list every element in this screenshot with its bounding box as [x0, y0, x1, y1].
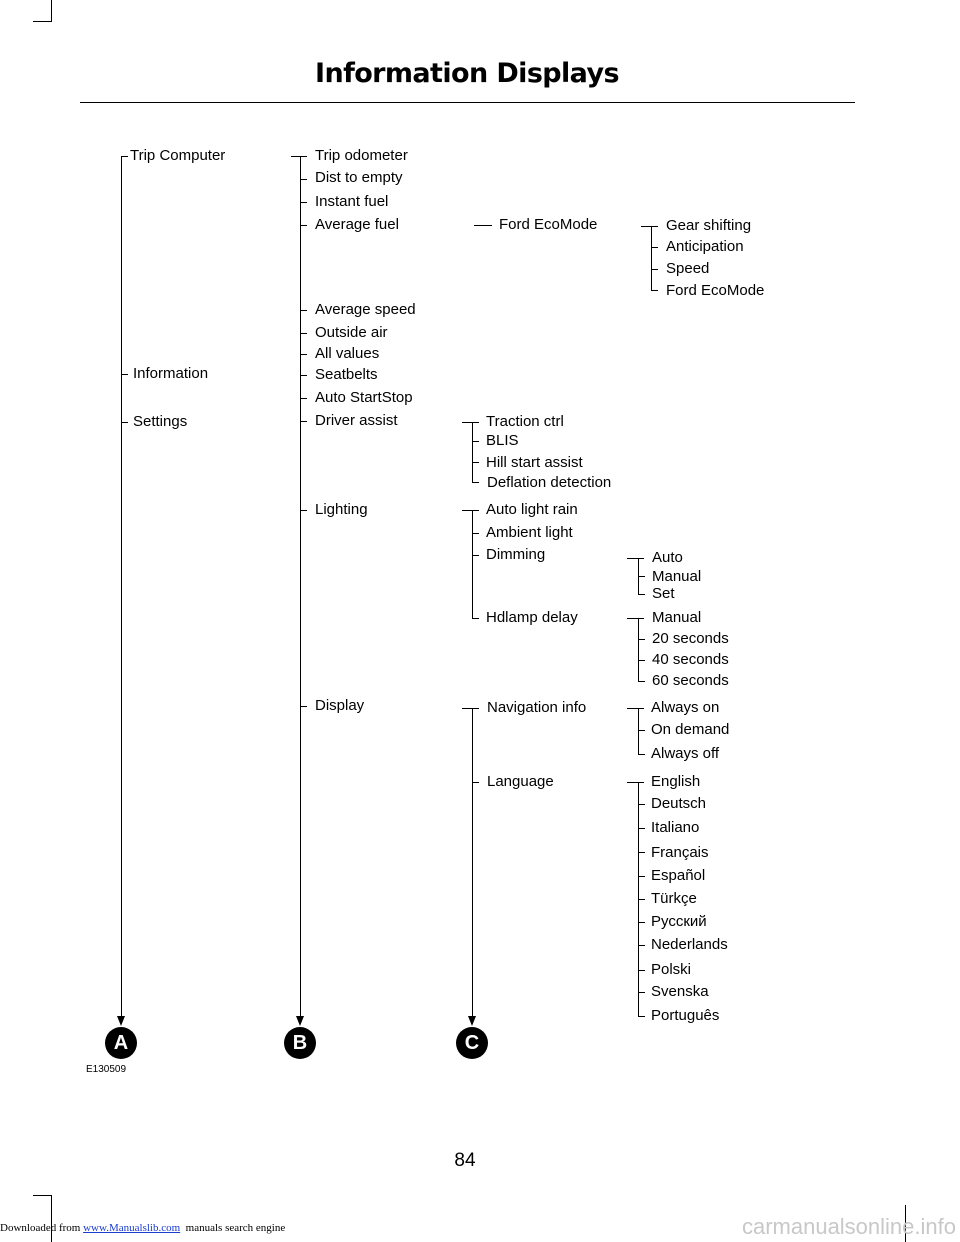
tick: [300, 354, 307, 355]
menu-lang-turkce: Türkçe: [651, 890, 697, 907]
tick: [638, 945, 645, 946]
badge-b: B: [284, 1027, 316, 1059]
menu-hdlamp-40s: 40 seconds: [652, 651, 729, 668]
column-a-arrow: [117, 1016, 125, 1026]
menu-trip-computer: Trip Computer: [130, 147, 226, 164]
tick: [627, 558, 644, 559]
menu-lang-polski: Polski: [651, 961, 692, 978]
tick: [472, 618, 479, 619]
menu-blis: BLIS: [486, 432, 519, 449]
menu-hdlamp-delay: Hdlamp delay: [486, 609, 578, 626]
menu-auto-light-rain: Auto light rain: [486, 501, 578, 518]
tick: [472, 782, 479, 783]
menu-lang-nederlands: Nederlands: [651, 936, 728, 953]
menu-language: Language: [487, 773, 554, 790]
tick: [651, 269, 658, 270]
column-c-vertical-line: [472, 708, 473, 1018]
figure-code: E130509: [86, 1064, 127, 1075]
tick: [627, 708, 644, 709]
tick: [300, 310, 307, 311]
tick: [291, 156, 307, 157]
menu-lang-svenska: Svenska: [651, 983, 709, 1000]
watermark: carmanualsonline.info: [741, 1214, 956, 1239]
tick: [300, 333, 307, 334]
group-line-ecomode: [651, 226, 652, 291]
menu-hdlamp-60s: 60 seconds: [652, 672, 729, 689]
tick: [638, 754, 645, 755]
menu-hill-start-assist: Hill start assist: [486, 454, 583, 471]
menu-dimming: Dimming: [486, 546, 546, 563]
menu-seatbelts: Seatbelts: [315, 366, 378, 383]
tick: [462, 422, 479, 423]
menu-lang-portugues: Português: [651, 1007, 720, 1024]
tick: [300, 510, 307, 511]
tick: [638, 730, 645, 731]
menu-ambient-light: Ambient light: [486, 524, 573, 541]
menu-gear-shifting: Gear shifting: [666, 217, 752, 234]
tick: [638, 828, 645, 829]
menu-ford-ecomode: Ford EcoMode: [499, 216, 598, 233]
menu-hdlamp-manual: Manual: [652, 609, 702, 626]
tick: [638, 576, 645, 577]
column-b-arrow: [296, 1016, 304, 1026]
menu-driver-assist: Driver assist: [315, 412, 398, 429]
header-rule: [80, 102, 855, 103]
menu-lang-espanol: Español: [651, 867, 706, 884]
menu-anticipation: Anticipation: [666, 238, 744, 255]
menu-all-values: All values: [315, 345, 380, 362]
menu-outside-air: Outside air: [315, 324, 388, 341]
footer-prefix: Downloaded from: [0, 1222, 84, 1234]
tick: [300, 202, 307, 203]
tick: [638, 922, 645, 923]
menu-ford-ecomode-sub: Ford EcoMode: [666, 282, 765, 299]
menu-auto-startstop: Auto StartStop: [315, 389, 413, 406]
tick: [638, 804, 645, 805]
menu-deflation-detection: Deflation detection: [487, 474, 612, 491]
menu-information: Information: [133, 365, 209, 382]
tick: [638, 681, 645, 682]
menu-display: Display: [315, 697, 365, 714]
tick: [472, 482, 479, 483]
group-line-driver-assist: [472, 422, 473, 483]
menu-dist-to-empty: Dist to empty: [315, 169, 403, 186]
menu-lighting: Lighting: [315, 501, 368, 518]
tick: [474, 225, 492, 226]
badge-c: C: [456, 1027, 488, 1059]
tick: [300, 179, 307, 180]
page-number: 84: [454, 1150, 476, 1171]
tick: [638, 876, 645, 877]
menu-lang-english: English: [651, 773, 701, 790]
menu-speed: Speed: [666, 260, 710, 277]
tick: [638, 1016, 645, 1017]
tick: [462, 708, 479, 709]
column-a-vertical-line: [121, 156, 122, 1018]
tick: [627, 782, 644, 783]
menu-average-speed: Average speed: [315, 301, 416, 318]
footer-link[interactable]: www.Manualslib.com: [83, 1222, 181, 1234]
tick: [300, 706, 307, 707]
tick: [627, 618, 644, 619]
menu-average-fuel: Average fuel: [315, 216, 399, 233]
menu-lang-russian: Русский: [651, 913, 707, 930]
menu-nav-always-off: Always off: [651, 745, 720, 762]
tick: [300, 421, 307, 422]
menu-instant-fuel: Instant fuel: [315, 193, 389, 210]
menu-lang-italiano: Italiano: [651, 819, 700, 836]
tick: [300, 398, 307, 399]
tick: [651, 247, 658, 248]
menu-hdlamp-20s: 20 seconds: [652, 630, 729, 647]
menu-trip-odometer: Trip odometer: [315, 147, 408, 164]
tick: [472, 533, 479, 534]
tick: [641, 226, 658, 227]
menu-nav-on-demand: On demand: [651, 721, 730, 738]
menu-dimming-set: Set: [652, 585, 675, 602]
crop-mark-top-left-h: [33, 21, 52, 22]
tick: [300, 225, 307, 226]
tick: [638, 970, 645, 971]
menu-lang-deutsch: Deutsch: [651, 795, 707, 812]
download-footer: [0, 1222, 285, 1234]
tick: [300, 375, 307, 376]
tick: [121, 156, 128, 157]
group-line-hdlamp: [638, 618, 639, 681]
column-c-arrow: [468, 1016, 476, 1026]
menu-navigation-info: Navigation info: [487, 699, 587, 716]
menu-dimming-manual: Manual: [652, 568, 702, 585]
column-b-vertical-line: [300, 156, 301, 1018]
tick: [638, 899, 645, 900]
menu-settings: Settings: [133, 413, 188, 430]
menu-nav-always-on: Always on: [651, 699, 720, 716]
tick: [472, 441, 479, 442]
tick: [638, 992, 645, 993]
tick: [638, 594, 645, 595]
tick: [121, 422, 128, 423]
menu-dimming-auto: Auto: [652, 549, 683, 566]
group-line-lighting: [472, 510, 473, 618]
tick: [472, 555, 479, 556]
crop-mark-top-left-v: [51, 0, 52, 22]
tick: [638, 852, 645, 853]
menu-lang-francais: Français: [651, 844, 709, 861]
tick: [638, 660, 645, 661]
tick: [472, 462, 479, 463]
badge-a: A: [105, 1027, 137, 1059]
page-title: Information Displays: [315, 58, 619, 89]
tick: [651, 290, 658, 291]
tick: [121, 374, 128, 375]
tick: [462, 510, 479, 511]
crop-mark-bottom-left-v: [51, 1195, 52, 1242]
menu-traction-ctrl: Traction ctrl: [486, 413, 564, 430]
tick: [638, 639, 645, 640]
group-line-navigation: [638, 708, 639, 754]
crop-mark-bottom-left-h: [33, 1195, 52, 1196]
footer-suffix: manuals search engine: [180, 1222, 286, 1234]
